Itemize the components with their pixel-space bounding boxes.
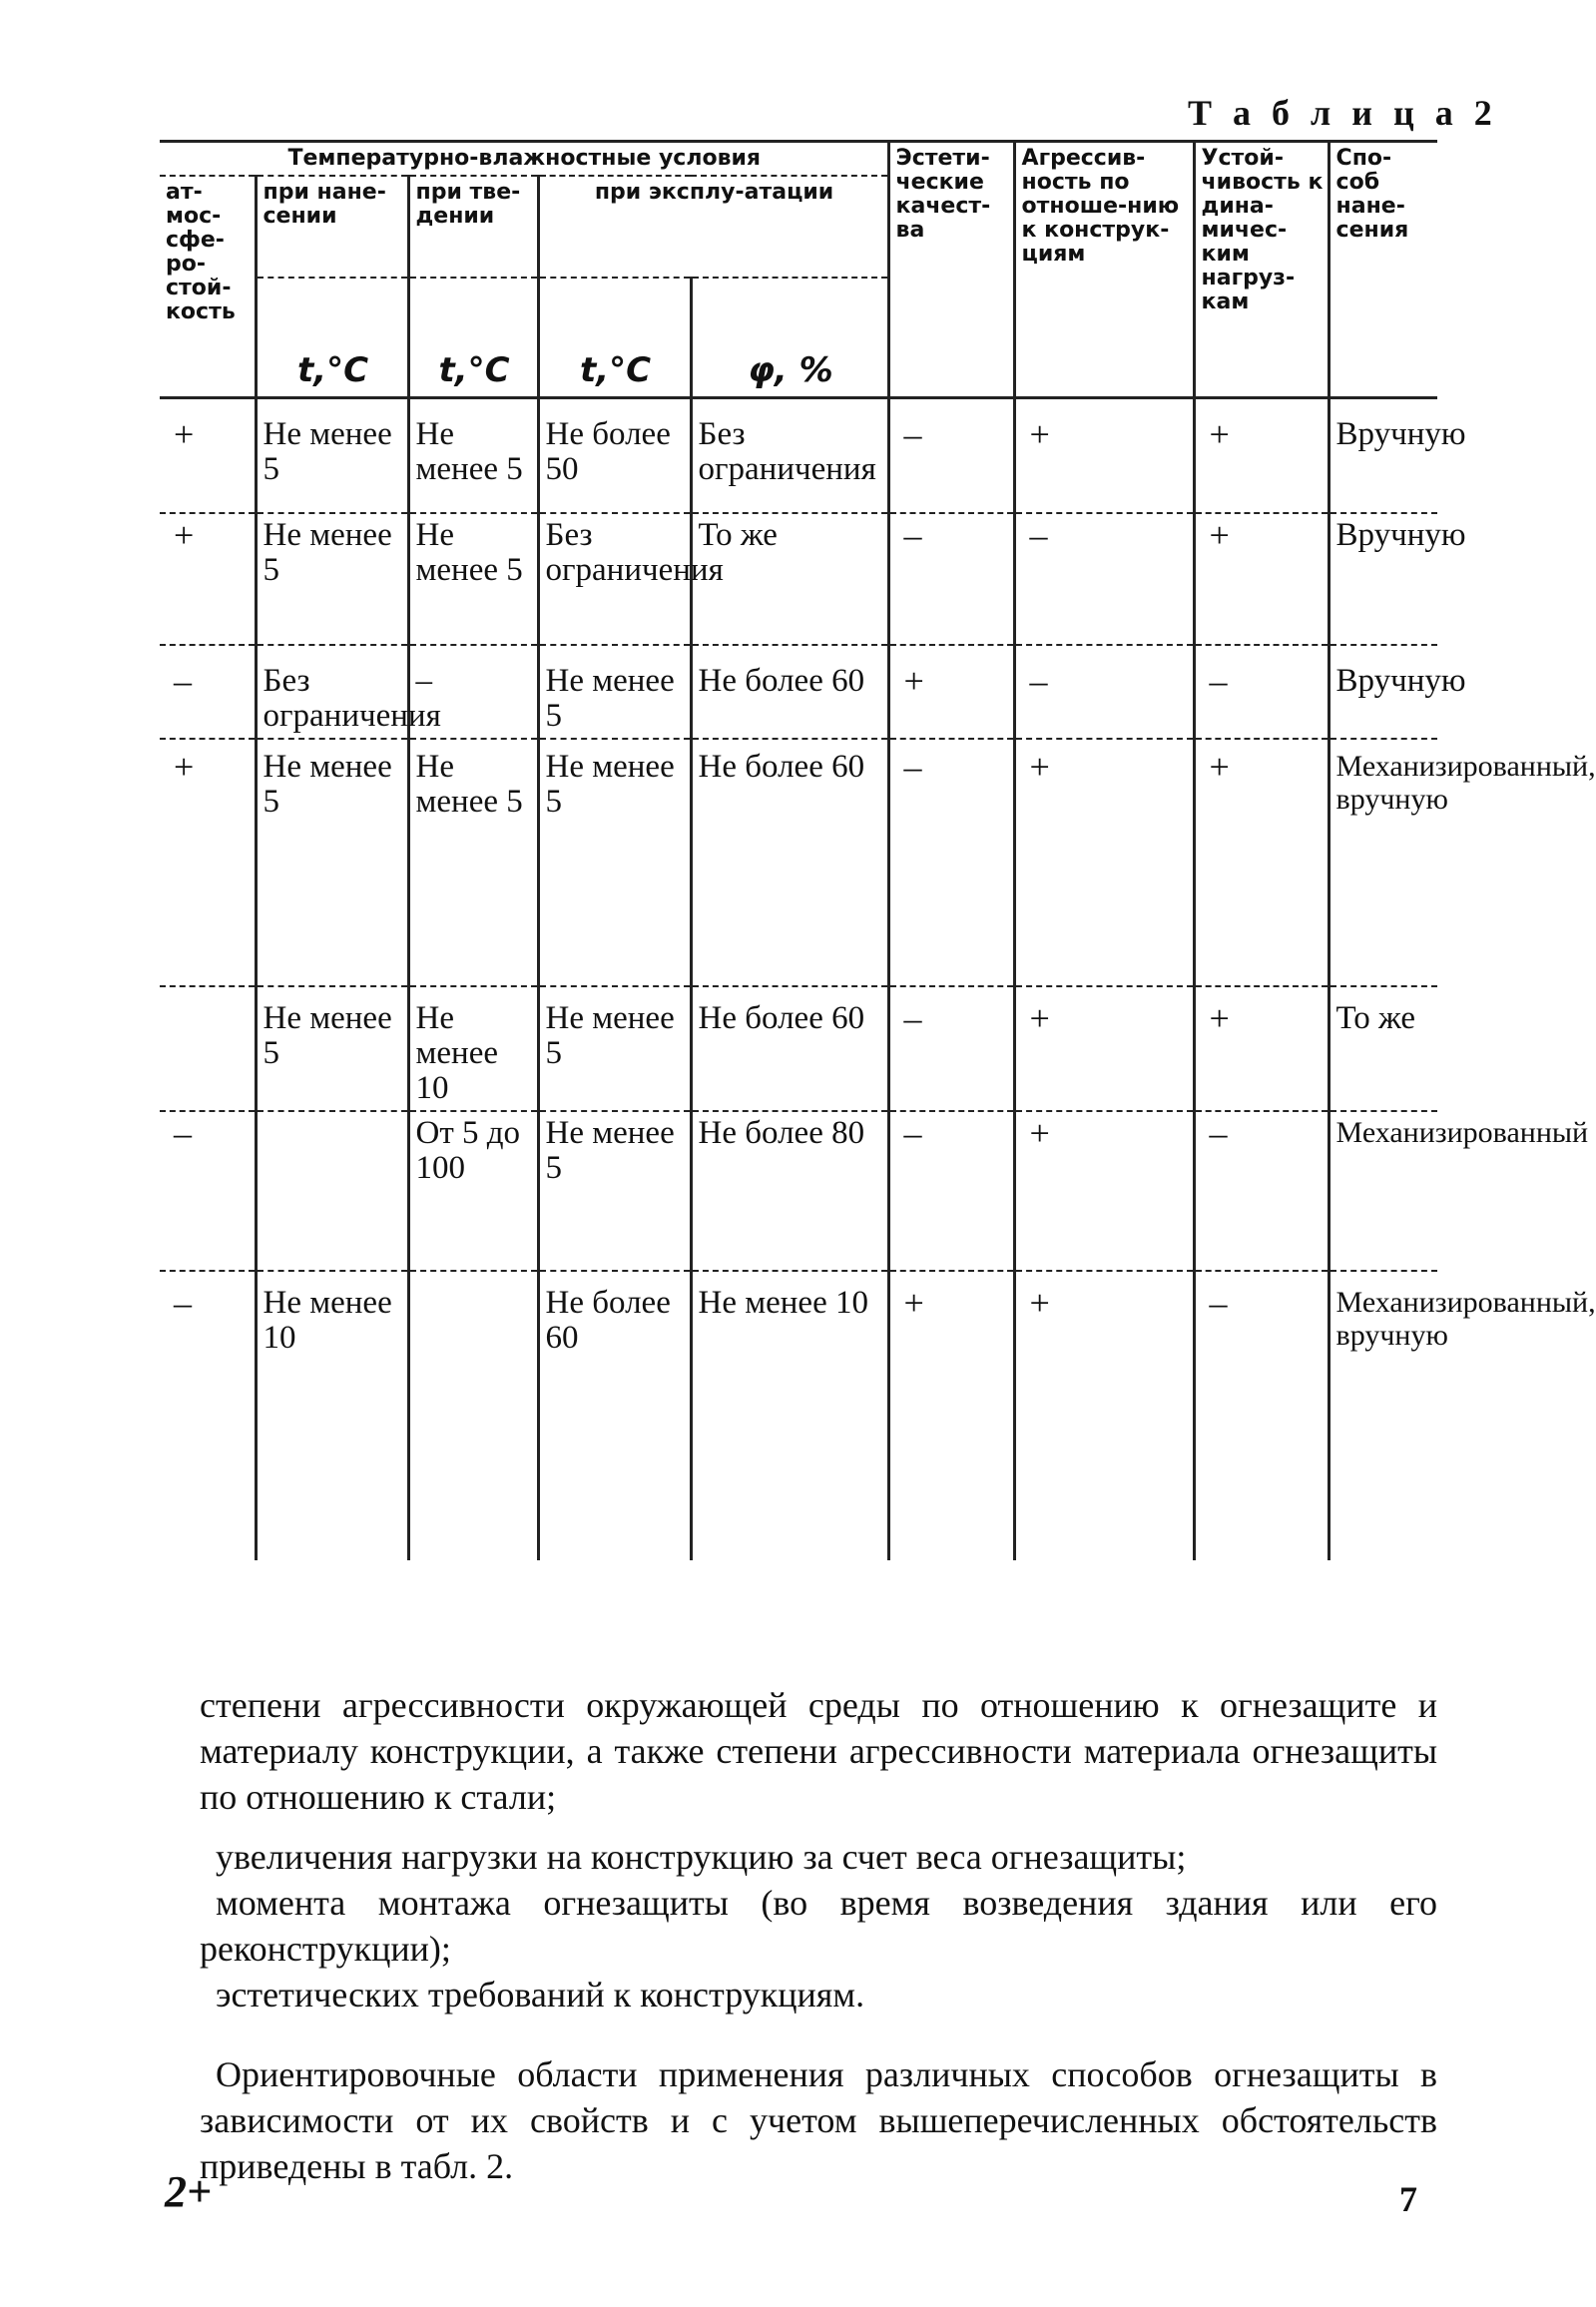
cell-operation-temperature: Не менее 5: [538, 645, 691, 739]
table-caption: Т а б л и ц а 2: [1188, 93, 1498, 133]
cell-atmosphere: [160, 986, 256, 1111]
paragraph-aesthetic-requirements: эстетических требований к конструкциям.: [216, 1975, 865, 2015]
cell-application-method: Вручную: [1329, 398, 1437, 513]
cell-atmosphere: +: [160, 398, 256, 513]
cell-application-temperature: Без ограничения: [256, 645, 408, 739]
header-dynamic-resistance: Устой-чивость к дина-мичес-ким нагруз-кам: [1194, 142, 1329, 398]
header-aesthetic: Эстети-ческие качест-ва: [888, 142, 1014, 398]
cell-aesthetic: –: [888, 398, 1014, 513]
cell-atmosphere: –: [174, 1282, 192, 1323]
header-atmosphere-resistance: ат-мос-сфе-ро-стой-кость: [160, 176, 256, 398]
cell-hardening-temperature: Не менее 5: [408, 739, 538, 986]
cell-aesthetic: +: [888, 1271, 1014, 1560]
cell-aesthetic: –: [888, 986, 1014, 1111]
cell-dynamic-resistance: +: [1194, 986, 1329, 1111]
cell-operation-humidity: Не более 60: [691, 739, 888, 986]
cell-operation-temperature: Не более 60: [538, 1271, 691, 1560]
cell-atmosphere: +: [160, 513, 256, 645]
cell-hardening-temperature: От 5 до 100: [408, 1111, 538, 1271]
cell-hardening-temperature: –: [408, 645, 538, 739]
cell-application-method: То же: [1329, 986, 1437, 1111]
cell-application-temperature: [256, 1111, 408, 1271]
cell-operation-humidity: Не более 80: [691, 1111, 888, 1271]
cell-aggressiveness: +: [1014, 986, 1194, 1111]
paragraph-application-areas: Ориентировочные области применения различных способов огнезащиты в зависимости от их свойств и с учетом вышеперечисленных обстоятельств приведены в табл. 2.: [200, 2054, 1437, 2186]
signature-mark: 2+: [165, 2167, 213, 2216]
cell-hardening-temperature: [408, 1271, 538, 1560]
cell-atmosphere: –: [160, 645, 256, 739]
paragraph-load-increase: увеличения нагрузки на конструкцию за счет веса огнезащиты;: [216, 1837, 1187, 1877]
cell-dynamic-resistance: –: [1194, 1271, 1329, 1560]
header-unit-temperature-operation: t,°C: [538, 278, 691, 398]
table-row: [160, 1271, 1437, 1560]
cell-aggressiveness: +: [1014, 398, 1194, 513]
header-unit-temperature-application: t,°C: [256, 278, 408, 398]
cell-operation-temperature: Не менее 5: [538, 1111, 691, 1271]
header-aggressiveness: Агрессив-ность по отноше-нию к конструк-циям: [1014, 142, 1194, 398]
cell-dynamic-resistance: +: [1194, 513, 1329, 645]
cell-atmosphere: +: [160, 739, 256, 986]
table-row: [160, 513, 1437, 645]
cell-aesthetic: +: [888, 645, 1014, 739]
header-at-application: при нане-сении: [256, 176, 408, 278]
cell-operation-humidity: Не более 60: [691, 645, 888, 739]
table-row: [160, 398, 1437, 513]
cell-operation-temperature: Без ограничения: [538, 513, 691, 645]
cell-aggressiveness: –: [1014, 645, 1194, 739]
cell-aggressiveness: –: [1014, 513, 1194, 645]
cell-aesthetic: –: [888, 1111, 1014, 1271]
header-application-method: Спо-соб нане-сения: [1329, 142, 1437, 398]
cell-application-method: Вручную: [1329, 645, 1437, 739]
cell-aggressiveness: +: [1014, 1271, 1194, 1560]
cell-aggressiveness: +: [1014, 1111, 1194, 1271]
cell-application-method: Вручную: [1329, 513, 1437, 645]
cell-dynamic-resistance: +: [1194, 739, 1329, 986]
cell-operation-humidity: Без ограничения: [691, 398, 888, 513]
cell-operation-humidity: То же: [691, 513, 888, 645]
cell-hardening-temperature: Не менее 10: [408, 986, 538, 1111]
cell-atmosphere: –: [160, 1111, 256, 1271]
cell-application-method: Механизированный, вручную: [1329, 739, 1437, 986]
cell-aggressiveness: +: [1014, 739, 1194, 986]
cell-application-temperature: Не менее 5: [256, 398, 408, 513]
page-number: 7: [1399, 2179, 1417, 2219]
cell-operation-temperature: Не менее 5: [538, 739, 691, 986]
cell-dynamic-resistance: +: [1194, 398, 1329, 513]
cell-operation-temperature: Не более 50: [538, 398, 691, 513]
cell-aesthetic: –: [888, 513, 1014, 645]
header-unit-temperature-hardening: t,°C: [408, 278, 538, 398]
cell-application-method: Механизированный: [1329, 1111, 1437, 1271]
cell-operation-temperature: Не менее 5: [538, 986, 691, 1111]
cell-application-method: Механизированный, вручную: [1329, 1271, 1437, 1560]
cell-dynamic-resistance: –: [1194, 645, 1329, 739]
table-row: [160, 645, 1437, 739]
cell-application-temperature: Не менее 5: [256, 739, 408, 986]
cell-operation-humidity: Не более 60: [691, 986, 888, 1111]
cell-dynamic-resistance: –: [1194, 1111, 1329, 1271]
paragraph-installation-moment: момента монтажа огнезащиты (во время возведения здания или его реконструкции);: [200, 1883, 1437, 1969]
table-row: [160, 739, 1437, 986]
header-at-hardening: при тве-дении: [408, 176, 538, 278]
paragraph-aggressiveness: степени агрессивности окружающей среды по отношению к огнезащите и материалу конструкции, а также степени агрессивности материала огнезащиты по отношению к стали;: [200, 1685, 1437, 1817]
cell-hardening-temperature: Не менее 5: [408, 513, 538, 645]
cell-hardening-temperature: Не менее 5: [408, 398, 538, 513]
cell-application-temperature: Не менее 10: [256, 1271, 408, 1560]
header-at-operation: при эксплу-атации: [538, 176, 888, 278]
cell-application-temperature: Не менее 5: [256, 513, 408, 645]
body-text: [200, 1682, 1437, 2189]
header-unit-humidity: φ, %: [691, 278, 888, 398]
conditions-table: [160, 140, 1596, 1560]
cell-aesthetic: –: [888, 739, 1014, 986]
cell-operation-humidity: Не менее 10: [691, 1271, 888, 1560]
table-row: [160, 986, 1437, 1111]
cell-application-temperature: Не менее 5: [256, 986, 408, 1111]
header-group-title: Температурно-влажностные условия: [160, 142, 888, 177]
table-row: [160, 1111, 1437, 1271]
